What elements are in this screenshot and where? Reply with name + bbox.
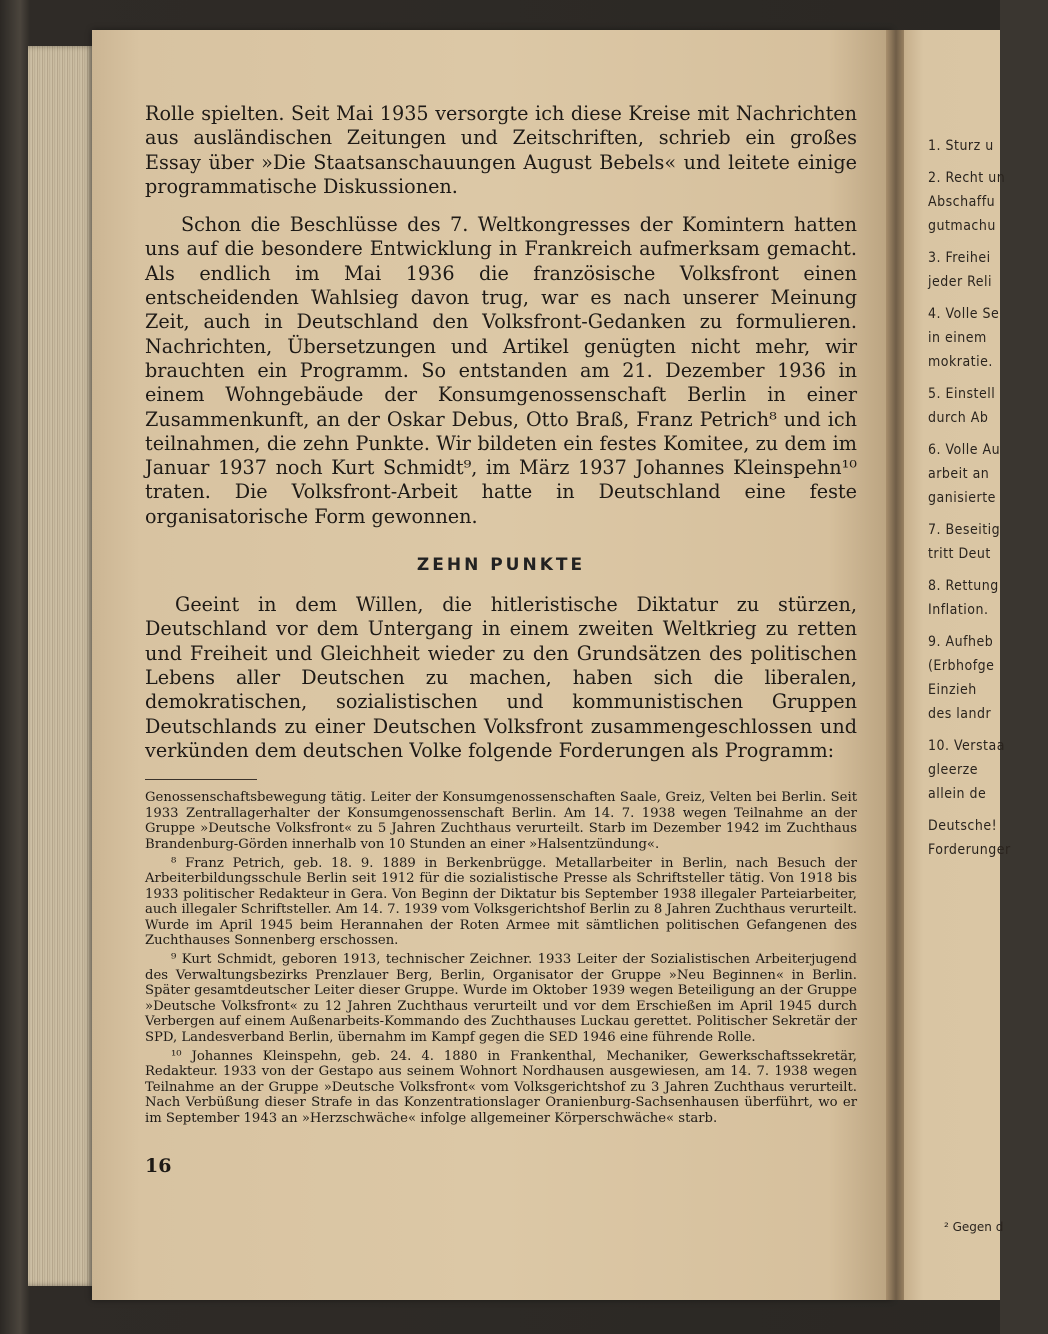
footnote-divider (145, 779, 257, 780)
right-line: (Erbhofge (928, 658, 995, 674)
right-page-list (928, 126, 1048, 862)
right-line: 5. Einstell (928, 386, 996, 402)
right-line: mokratie. (928, 354, 993, 370)
right-line: 6. Volle Au (928, 442, 1001, 458)
footnote-continued: Genossenschaftsbewegung tätig. Leiter der Konsumgenossenschaften Saale, Greiz, Velten bei Berlin. Seit 1933 Zentrallagerhalter der Konsumgenossenschaft Berlin. Am 14. 7. 1938 wegen Teilnahme an der Gruppe »Deutsche Volksfront« zu 5 Jahren Zuchthaus verurteilt. Starb im Dezember 1942 im Zuchthaus Brandenburg-Görden innerhalb von 10 Stunden an einer »Halsentzündung«. (145, 790, 857, 852)
right-line: 9. Aufheb (928, 634, 994, 650)
footnote-8: ⁸ Franz Petrich, geb. 18. 9. 1889 in Berkenbrügge. Metallarbeiter in Berlin, nach Besuch der Arbeiterbildungsschule Berlin seit 1912 für die sozialistische Presse als Schriftsteller tätig. Von 1918 bis 1933 politischer Redakteur in Gera. Von Beginn der Diktatur bis September 1938 illegaler Parteiarbeiter, auch illegaler Schriftsteller. Am 14. 7. 1939 vom Volksgerichtshof Berlin zu 8 Jahren Zuchthaus verurteilt. Wurde im April 1945 beim Herannahen der Roten Armee mit sämtlichen politischen Gefangenen des Zuchthauses Sonnenberg erschossen. (145, 855, 857, 949)
right-line: 7. Beseitig (928, 522, 1001, 538)
right-page-footnote: ² Gegen d (944, 1220, 1004, 1234)
page-number: 16 (145, 1155, 172, 1177)
right-line: gleerze (928, 762, 979, 778)
right-line: 8. Rettung (928, 578, 999, 594)
paragraph-3: Geeint in dem Willen, die hitleristische Diktatur zu stürzen, Deutschland vor dem Untergang in einem zweiten Weltkrieg zu retten und Freiheit und Gleichheit wieder zu den Grundsätzen des politischen Lebens aller Deutschen zu machen, haben sich die liberalen, demokratischen, sozialistischen und kommunistischen Gruppen Deutschlands zu einer Deutschen Volksfront zusammengeschlossen und verkünden dem deutschen Volke folgende Forderungen als Programm: (145, 593, 857, 762)
right-line: des landr (928, 706, 992, 722)
right-line: gutmachu (928, 218, 996, 234)
right-line: jeder Reli (928, 274, 993, 290)
right-line: tritt Deut (928, 546, 991, 562)
book-gutter (886, 30, 906, 1300)
left-page-text (145, 102, 857, 1127)
right-line: durch Ab (928, 410, 989, 426)
right-line: Abschaffu (928, 194, 996, 210)
right-line: Inflation. (928, 602, 989, 618)
right-line: allein de (928, 786, 987, 802)
right-line: 2. Recht un (928, 170, 1006, 186)
right-line: Forderunger (928, 842, 1011, 858)
right-line: 10. Verstaa (928, 738, 1005, 754)
right-line: Deutsche! (928, 818, 998, 834)
right-line: 3. Freihei (928, 250, 991, 266)
right-line: 1. Sturz u (928, 138, 994, 154)
footnote-10: ¹⁰ Johannes Kleinspehn, geb. 24. 4. 1880 in Frankenthal, Mechaniker, Gewerkschaftssekretär, Redakteur. 1933 von der Gestapo aus seinem Wohnort Nordhausen ausgewiesen, am 14. 7. 1938 wegen Teilnahme an der Gruppe »Deutsche Volksfront« vom Volksgerichtshof zu 3 Jahren Zuchthaus verurteilt. Nach Verbüßung dieser Strafe in das Konzentrationslager Oranienburg-Sachsenhausen überführt, wo er im September 1943 an »Herzschwäche« infolge allgemeiner Körperschwäche« starb. (145, 1048, 857, 1126)
paragraph-2: Schon die Beschlüsse des 7. Weltkongresses der Komintern hatten uns auf die besondere Entwicklung in Frankreich aufmerksam gemacht. Als endlich im Mai 1936 die französische Volksfront einen entscheidenden Wahlsieg davon trug, war es nach unserer Meinung Zeit, auch in Deutschland den Volksfront-Gedanken zu formulieren. Nachrichten, Übersetzungen und Artikel genügten nicht mehr, wir brauchten ein Programm. So entstanden am 21. Dezember 1936 in einem Wohngebäude der Konsumgenossenschaft Berlin in einer Zusammenkunft, an der Oskar Debus, Otto Braß, Franz Petrich⁸ und ich teilnahmen, die zehn Punkte. Wir bildeten ein festes Komitee, zu dem im Januar 1937 noch Kurt Schmidt⁹, im März 1937 Johannes Kleinspehn¹⁰ traten. Die Volksfront-Arbeit hatte in Deutschland eine feste organisatorische Form gewonnen. (145, 213, 857, 528)
section-heading: ZEHN PUNKTE (416, 555, 586, 576)
right-line: arbeit an (928, 466, 990, 482)
right-line: ganisierte (928, 490, 996, 506)
right-line: in einem (928, 330, 987, 346)
paragraph-1: Rolle spielten. Seit Mai 1935 versorgte ich diese Kreise mit Nachrichten aus ausländischen Zeitungen und Zeitschriften, schrieb ein großes Essay über »Die Staatsanschauungen August Bebels« und leitete einige programmatische Diskussionen. (145, 102, 857, 198)
right-page (904, 30, 1011, 1300)
right-line: 4. Volle Se (928, 306, 1000, 322)
right-line: Einzieh (928, 682, 977, 698)
page-edges (28, 46, 94, 1286)
footnote-9: ⁹ Kurt Schmidt, geboren 1913, technischer Zeichner. 1933 Leiter der Sozialistischen Arbeiterjugend des Verwaltungsbezirks Prenzlauer Berg, Berlin, Organisator der Gruppe »Neu Beginnen« in Berlin. Später gesamtdeutscher Leiter dieser Gruppe. Wurde im Oktober 1939 wegen Beteiligung an der Gruppe »Deutsche Volksfront« zu 12 Jahren Zuchthaus verurteilt und vor dem Erschießen im April 1945 durch Verbergen auf einem Außenarbeits-Kommando des Zuchthauses Luckau gerettet. Politischer Sekretär der SPD, Landesverband Berlin, übernahm im Kampf gegen die SED 1946 eine führende Rolle. (145, 952, 857, 1046)
